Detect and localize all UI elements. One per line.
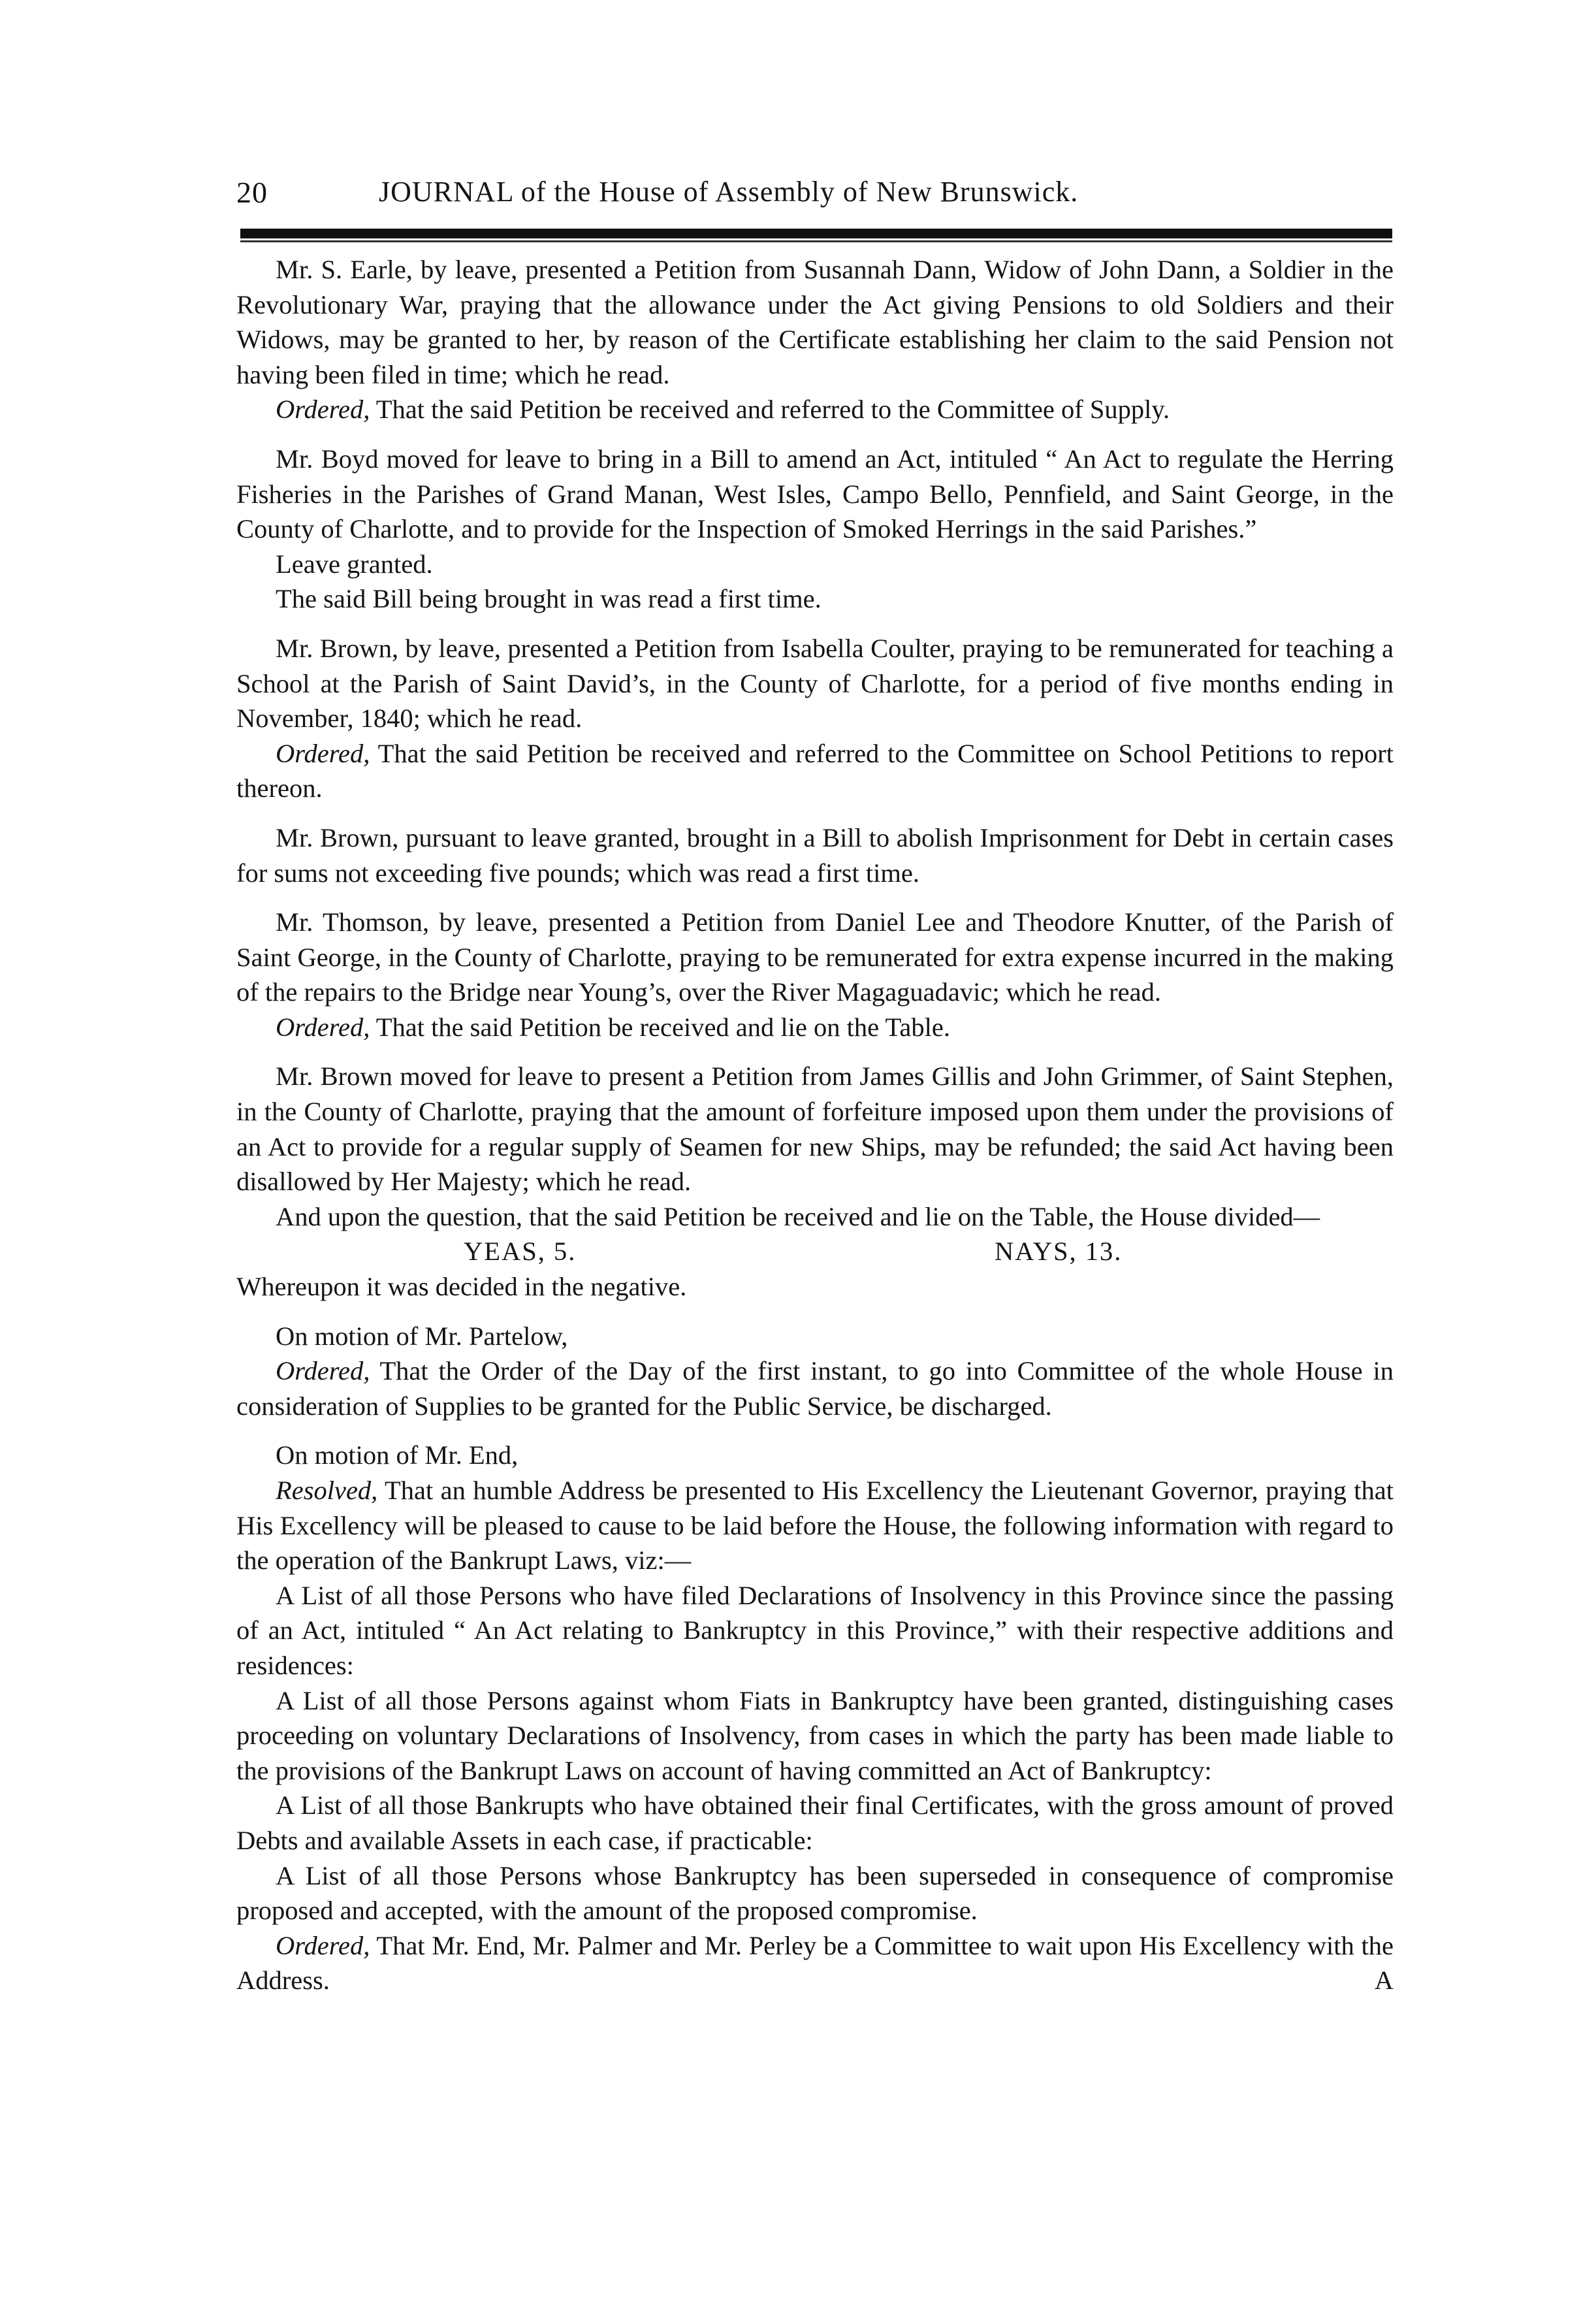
earle-order-label: Ordered,: [276, 395, 370, 425]
list-insolvency-text: A List of all those Persons who have filed Declarations of Insolvency in this Province since the passing of an Act, intituled “ An Act relating to Bankruptcy in this Province,” with their respective additions and residences:: [236, 1580, 1394, 1680]
brown-debt-bill-text: Mr. Brown, pursuant to leave granted, brought in a Bill to abolish Imprisonment for Debt in certain cases for sums not exceeding five pounds; which was read a first time.: [236, 822, 1394, 888]
brown-gillis-motion-paragraph: [236, 1059, 1394, 1199]
end-motion-text: On motion of Mr. End,: [276, 1440, 519, 1470]
catchword: A: [1374, 1965, 1394, 1996]
earle-petition-text: Mr. S. Earle, by leave, presented a Petition from Susannah Dann, Widow of John Dann, a Soldier in the Revolutionary War, praying that the allowance under the Act giving Pensions to old Soldiers and their Widows, may be granted to her, by reason of the Certificate establishing her claim to the said Pension not having been filed in time; which he read.: [236, 255, 1394, 389]
brown-debt-bill-paragraph: [236, 820, 1394, 890]
list-certificates-text: A List of all those Bankrupts who have obtained their final Certificates, with the gross amount of proved Debts and available Assets in each case, if practicable:: [236, 1790, 1394, 1855]
earle-order-paragraph: [236, 392, 1394, 427]
boyd-leave-paragraph: [236, 547, 1394, 582]
partelow-motion-text: On motion of Mr. Partelow,: [276, 1321, 568, 1351]
committee-order-paragraph: [236, 1928, 1394, 1998]
list-superseded-paragraph: [236, 1858, 1394, 1928]
brown-coulter-order-paragraph: [236, 736, 1394, 806]
list-superseded-text: A List of all those Persons whose Bankruptcy has been superseded in consequence of compromise proposed and accepted, with the amount of the proposed compromise.: [236, 1860, 1394, 1926]
page-number: 20: [236, 176, 268, 209]
boyd-motion-text: Mr. Boyd moved for leave to bring in a Bill to amend an Act, intituled “ An Act to regulate the Herring Fisheries in the Parishes of Grand Manan, West Isles, Campo Bello, Pennfield, and Saint George, in the County of Charlotte, and to provide for the Inspection of Smoked Herrings in the said Parishes.”: [236, 444, 1394, 544]
brown-coulter-petition-paragraph: [236, 631, 1394, 736]
boyd-leave-text: Leave granted.: [276, 549, 433, 579]
end-resolution-paragraph: [236, 1473, 1394, 1578]
thomson-petition-text: Mr. Thomson, by leave, presented a Petition from Daniel Lee and Theodore Knutter, of the Parish of Saint George, in the County of Charlotte, praying to be remunerated for extra expense incurred in the making of the repairs to the Bridge near Young’s, over the River Magaguadavic; which he read.: [236, 907, 1394, 1007]
list-insolvency-paragraph: [236, 1578, 1394, 1683]
list-certificates-paragraph: [236, 1788, 1394, 1858]
division-outcome-text: Whereupon it was decided in the negative.: [236, 1272, 687, 1302]
partelow-order-paragraph: [236, 1353, 1394, 1423]
boyd-first-reading-text: The said Bill being brought in was read a first time.: [276, 584, 822, 614]
brown-gillis-motion-text: Mr. Brown moved for leave to present a Petition from James Gillis and John Grimmer, of Saint Stephen, in the County of Charlotte, praying that the amount of forfeiture imposed upon them under the provisions of an Act to provide for a regular supply of Seamen for new Ships, may be refunded; the said Act having been disallowed by Her Majesty; which he read.: [236, 1061, 1394, 1197]
list-fiats-text: A List of all those Persons against whom Fiats in Bankruptcy have been granted, distinguishing cases proceeding on voluntary Declarations of Insolvency, from cases in which the party has been made liable to the provisions of the Bankrupt Laws on account of having committed an Act of Bankruptcy:: [236, 1685, 1394, 1785]
yeas-count: YEAS, 5.: [464, 1237, 577, 1267]
brown-coulter-order-label: Ordered,: [276, 738, 370, 768]
earle-petition-paragraph: [236, 252, 1394, 392]
journal-body: [236, 252, 1394, 1998]
brown-coulter-petition-text: Mr. Brown, by leave, presented a Petition from Isabella Coulter, praying to be remunerated for teaching a School at the Parish of Saint David’s, in the County of Charlotte, for a period of five months ending in November, 1840; which he read.: [236, 633, 1394, 734]
committee-order-label: Ordered,: [276, 1930, 370, 1960]
header-rule: [240, 229, 1392, 238]
running-head: JOURNAL of the House of Assembly of New Brunswick.: [379, 176, 1079, 208]
nays-count: NAYS, 13.: [995, 1237, 1123, 1267]
boyd-first-reading-paragraph: [236, 581, 1394, 617]
page-header: [236, 171, 1397, 217]
thomson-order-text: That the said Petition be received and lie on the Table.: [370, 1012, 950, 1042]
boyd-motion-paragraph: [236, 442, 1394, 547]
end-motion-paragraph: [236, 1438, 1394, 1473]
partelow-order-text: That the Order of the Day of the first instant, to go into Committee of the whole House in consideration of Supplies to be granted for the Public Service, be discharged.: [236, 1356, 1394, 1421]
partelow-motion-paragraph: [236, 1319, 1394, 1354]
committee-order-text: That Mr. End, Mr. Palmer and Mr. Perley be a Committee to wait upon His Excellency with the Address.: [236, 1930, 1394, 1996]
brown-coulter-order-text: That the said Petition be received and referred to the Committee on School Petitions to report thereon.: [236, 738, 1394, 803]
division-question-text: And upon the question, that the said Petition be received and lie on the Table, the House divided—: [276, 1201, 1320, 1231]
division-question-paragraph: [236, 1199, 1394, 1235]
thomson-petition-paragraph: [236, 905, 1394, 1010]
thomson-order-paragraph: [236, 1010, 1394, 1045]
list-fiats-paragraph: [236, 1683, 1394, 1788]
end-resolution-text: That an humble Address be presented to His Excellency the Lieutenant Governor, praying that His Excellency will be pleased to cause to be laid before the House, the following information with regard to the operation of the Bankrupt Laws, viz:—: [236, 1476, 1394, 1576]
header-rule-thin: [240, 240, 1392, 242]
earle-order-text: That the said Petition be received and referred to the Committee of Supply.: [370, 395, 1170, 425]
division-result: [236, 1234, 1394, 1269]
division-outcome-paragraph: [236, 1269, 1394, 1304]
partelow-order-label: Ordered,: [276, 1356, 370, 1386]
end-resolution-label: Resolved,: [276, 1476, 378, 1505]
thomson-order-label: Ordered,: [276, 1012, 370, 1042]
